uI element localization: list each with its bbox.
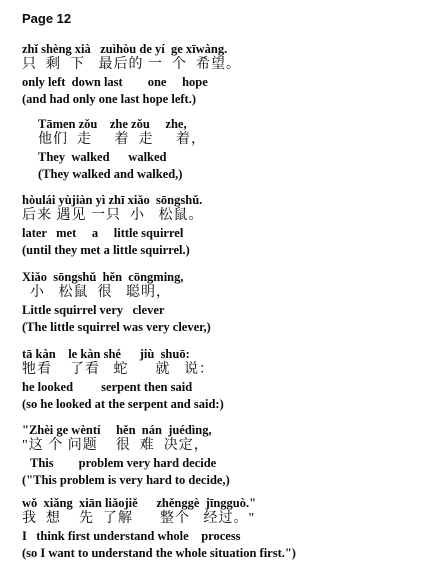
pinyin-line: Tāmen zǒu zhe zǒu zhe, <box>38 117 187 131</box>
gloss-line: only left down last one hope <box>22 75 208 89</box>
pinyin-line: hòulái yùjiàn yì zhī xiǎo sōngshǔ. <box>22 193 203 207</box>
translation-line: (They walked and walked,) <box>38 167 183 181</box>
page-number: Page 12 <box>22 11 72 26</box>
chinese-line: 我 想 先 了解 整个 经过。" <box>22 511 256 526</box>
chinese-line: 他们 走 着 走 着， <box>38 132 206 147</box>
gloss-line: This problem very hard decide <box>30 456 217 470</box>
gloss-line: he looked serpent then said <box>22 380 193 394</box>
pinyin-line: Xiǎo sōngshǔ hěn cōngming, <box>22 270 184 284</box>
chinese-line: 小 松鼠 很 聪明， <box>30 285 171 300</box>
pinyin-line: "Zhèi ge wèntí hěn nán juédìng, <box>22 423 212 437</box>
pinyin-line: zhǐ shèng xià zuìhòu de yí ge xīwàng. <box>22 42 228 56</box>
pinyin-line: wǒ xiǎng xiān liǎojiě zhěnggè jīngguò." <box>22 496 257 510</box>
translation-line: ("This problem is very hard to decide,) <box>22 473 230 487</box>
gloss-line: They walked walked <box>38 150 167 164</box>
gloss-line: Little squirrel very clever <box>22 303 165 317</box>
translation-line: (so he looked at the serpent and said:) <box>22 397 224 411</box>
gloss-line: later met a little squirrel <box>22 226 184 240</box>
chinese-line: 牠看 了看 蛇 就 说： <box>22 362 214 377</box>
pinyin-line: tā kàn le kàn shé jiù shuō: <box>22 347 190 361</box>
chinese-line: 只 剩 下 最后的 一 个 希望。 <box>22 57 241 72</box>
chinese-line: "这 个 问题 很 难 决定， <box>22 438 209 453</box>
translation-line: (so I want to understand the whole situation first.") <box>22 546 296 560</box>
translation-line: (until they met a little squirrel.) <box>22 243 190 257</box>
chinese-line: 后来 遇见 一只 小 松鼠。 <box>22 208 204 223</box>
gloss-line: I think first understand whole process <box>22 529 241 543</box>
translation-line: (and had only one last hope left.) <box>22 92 196 106</box>
translation-line: (The little squirrel was very clever,) <box>22 320 211 334</box>
